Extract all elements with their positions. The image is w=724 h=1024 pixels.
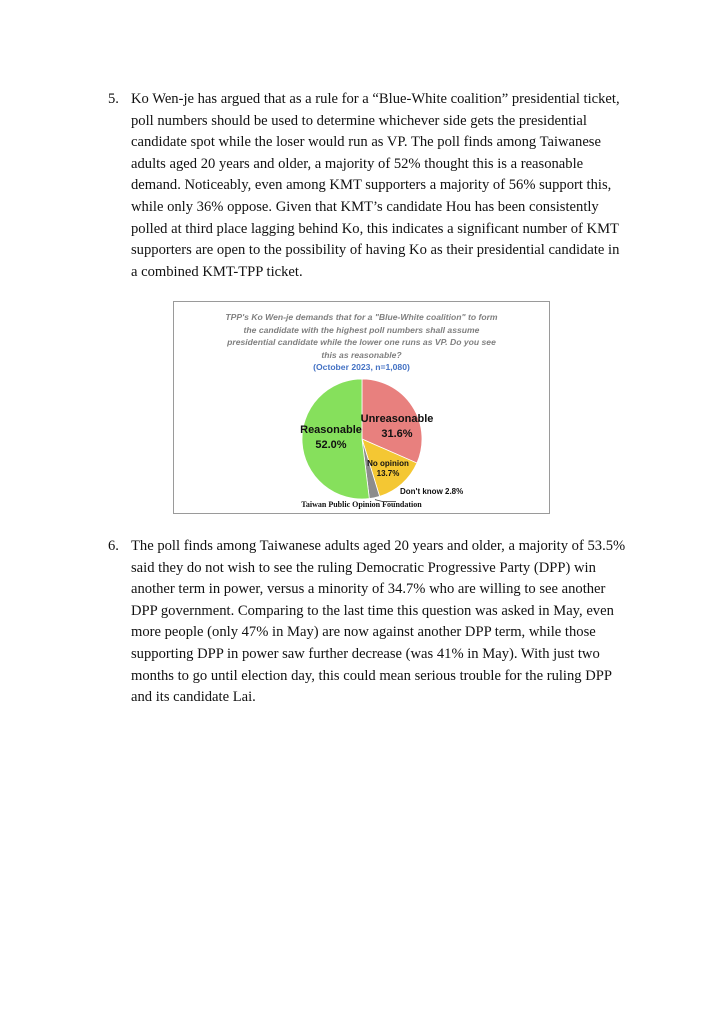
pie-value-reasonable: 52.0% [315, 439, 347, 451]
item-text: The poll finds among Taiwanese adults aged 20 years and older, a majority of 53.5% said they do not wish to see the ruling Democratic Progressive Party (DPP) win another term in power, versus a minority of 34.7% who are willing to see another DPP government. Comparing to the last time this question was asked in May, even more people (only 47% in May) are now against another DPP term, while those supporting DPP in power saw further decrease (was 41% in May). With just two months to go until election day, this could mean serious trouble for the ruling DPP and its candidate Lai. [131, 538, 626, 706]
figure-source: Taiwan Public Opinion Foundation [301, 500, 422, 509]
item-number: 5. [108, 91, 119, 107]
chart-subtitle: (October 2023, n=1,080) [313, 362, 410, 372]
list-item-5 [108, 89, 628, 283]
item-number: 6. [108, 538, 119, 554]
chart-title: TPP's Ko Wen-je demands that for a "Blue-White coalition" to form the candidate with the highest poll numbers shall assume presidential candidate while the lower one runs as VP. Do you see this as reasonable? [225, 312, 498, 360]
pie-label-reasonable: Reasonable [300, 424, 362, 436]
pie-value-no-opinion: 13.7% [376, 469, 400, 478]
list-item-6 [108, 536, 628, 709]
pie-label-dont-know: Don't know 2.8% [400, 487, 464, 496]
pie-value-unreasonable: 31.6% [381, 428, 413, 440]
pie-chart [174, 302, 551, 515]
pie-label-unreasonable: Unreasonable [360, 413, 434, 425]
item-text: Ko Wen-je has argued that as a rule for a “Blue-White coalition” presidential ticket, poll numbers should be used to determine whichever side gets the presidential candidate spot while the loser would run as VP. The poll finds among Taiwanese adults aged 20 years and older, a majority of 52% thought this is a reasonable demand. Noticeably, even among KMT supporters a majority of 56% support this, while only 36% oppose. Given that KMT’s candidate Hou has been consistently polled at third place lagging behind Ko, this indicates a significant number of KMT supporters are open to the possibility of having Ko as their presidential candidate in a combined KMT-TPP ticket. [131, 91, 620, 280]
poll-figure [173, 301, 550, 514]
pie-label-no-opinion: No opinion [367, 459, 409, 468]
